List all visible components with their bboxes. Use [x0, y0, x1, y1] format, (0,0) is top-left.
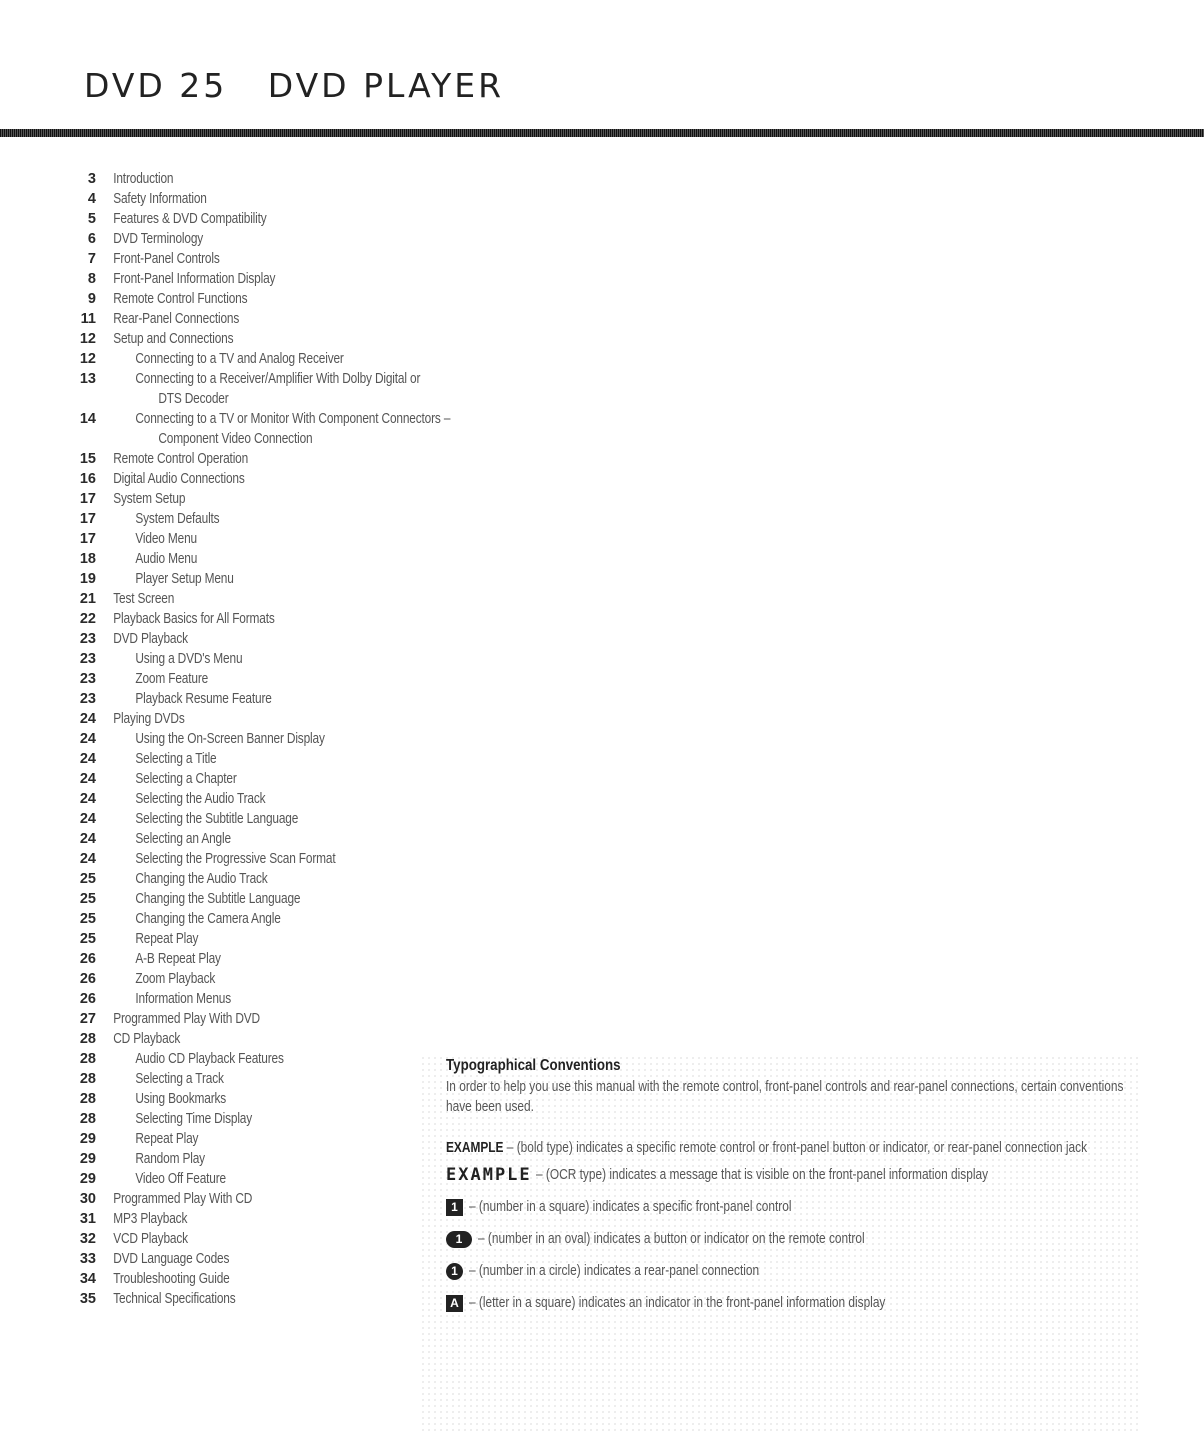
bold-description: – (bold type) indicates a specific remote control or front-panel button or indicator, or rear-panel connection jack [503, 1140, 1088, 1156]
toc-page-number: 32 [79, 1231, 96, 1247]
letter-description: – (letter in a square) indicates an indicator in the front-panel information display [469, 1295, 886, 1311]
toc-page-number: 17 [79, 531, 96, 547]
toc-label: Programmed Play With DVD [113, 1011, 260, 1027]
toc-entry [60, 569, 580, 589]
toc-entry [60, 529, 580, 549]
toc-entry [60, 689, 580, 709]
toc-label: Changing the Audio Track [135, 871, 268, 887]
toc-entry [60, 589, 580, 609]
toc-entry [60, 809, 580, 829]
toc-page-number: 26 [79, 951, 96, 967]
toc-label: Connecting to a TV or Monitor With Component Connectors – [135, 411, 451, 427]
toc-page-number: 25 [79, 931, 96, 947]
toc-label: Front-Panel Information Display [113, 271, 276, 287]
toc-label: Zoom Playback [135, 971, 216, 987]
toc-label: Connecting to a Receiver/Amplifier With Dolby Digital or [135, 371, 421, 387]
toc-entry [60, 1029, 580, 1049]
toc-label: MP3 Playback [113, 1211, 188, 1227]
toc-label: System Defaults [135, 511, 220, 527]
toc-entry [60, 869, 580, 889]
toc-label: Changing the Subtitle Language [135, 891, 301, 907]
toc-page-number [60, 389, 96, 409]
toc-label: Changing the Camera Angle [135, 911, 281, 927]
toc-label: VCD Playback [113, 1231, 188, 1247]
toc-entry [60, 169, 580, 189]
toc-entry [60, 449, 580, 469]
toc-label: Repeat Play [135, 931, 199, 947]
toc-label: A-B Repeat Play [135, 951, 221, 967]
convention-oval [446, 1229, 1136, 1249]
toc-label: Features & DVD Compatibility [113, 211, 267, 227]
conventions-title: Typographical Conventions [446, 1057, 621, 1074]
toc-page-number: 25 [79, 871, 96, 887]
toc-entry [60, 649, 580, 669]
toc-label: DVD Playback [113, 631, 188, 647]
page-title: DVD 25 DVD PLAYER [84, 66, 505, 105]
toc-page-number: 24 [79, 851, 96, 867]
toc-entry [60, 729, 580, 749]
toc-label: Remote Control Operation [113, 451, 249, 467]
toc-label: Troubleshooting Guide [113, 1271, 230, 1287]
toc-label: Playing DVDs [113, 711, 185, 727]
toc-label: CD Playback [113, 1031, 181, 1047]
toc-label: Playback Resume Feature [135, 691, 272, 707]
toc-entry [60, 389, 580, 409]
toc-label: Using a DVD's Menu [135, 651, 243, 667]
toc-label: Rear-Panel Connections [113, 311, 240, 327]
toc-entry [60, 509, 580, 529]
toc-page-number: 29 [79, 1151, 96, 1167]
toc-page-number: 14 [79, 411, 96, 427]
toc-page-number: 8 [87, 271, 96, 287]
toc-label: Introduction [113, 171, 174, 187]
toc-label: Remote Control Functions [113, 291, 248, 307]
toc-page-number: 24 [79, 771, 96, 787]
toc-page-number: 21 [79, 591, 96, 607]
toc-page-number: 25 [79, 891, 96, 907]
toc-page-number: 17 [79, 491, 96, 507]
toc-entry [60, 309, 580, 329]
toc-label: Front-Panel Controls [113, 251, 220, 267]
toc-page-number: 9 [87, 291, 96, 307]
toc-entry [60, 409, 580, 429]
toc-label: Using Bookmarks [135, 1091, 227, 1107]
toc-page-number: 6 [87, 231, 96, 247]
toc-page-number: 16 [79, 471, 96, 487]
toc-page-number: 34 [79, 1271, 96, 1287]
toc-label: Selecting a Track [135, 1071, 224, 1087]
toc-page-number: 24 [79, 751, 96, 767]
toc-label: Component Video Connection [158, 431, 313, 447]
toc-entry [60, 829, 580, 849]
toc-label: Repeat Play [135, 1131, 199, 1147]
toc-label: Player Setup Menu [135, 571, 234, 587]
toc-label: Zoom Feature [135, 671, 209, 687]
typographical-conventions-box [420, 1055, 1142, 1433]
toc-entry [60, 289, 580, 309]
toc-entry [60, 189, 580, 209]
header-rule [0, 129, 1204, 137]
toc-label: Digital Audio Connections [113, 471, 245, 487]
toc-label: Selecting Time Display [135, 1111, 253, 1127]
toc-page-number: 12 [79, 351, 96, 367]
toc-label: Video Off Feature [135, 1171, 226, 1187]
number-circle-icon: 1 [446, 1263, 463, 1280]
toc-label: Programmed Play With CD [113, 1191, 253, 1207]
toc-label: Information Menus [135, 991, 232, 1007]
toc-label: Using the On-Screen Banner Display [135, 731, 325, 747]
bold-example: EXAMPLE [446, 1140, 504, 1156]
toc-label: Audio CD Playback Features [135, 1051, 284, 1067]
toc-entry [60, 489, 580, 509]
toc-page-number: 28 [79, 1051, 96, 1067]
circle-description: – (number in a circle) indicates a rear-panel connection [469, 1263, 760, 1279]
toc-page-number: 35 [79, 1291, 96, 1307]
toc-entry [60, 329, 580, 349]
toc-entry [60, 249, 580, 269]
toc-page-number: 24 [79, 731, 96, 747]
toc-entry [60, 469, 580, 489]
toc-entry [60, 269, 580, 289]
toc-label: Selecting a Title [135, 751, 217, 767]
toc-label: Video Menu [135, 531, 197, 547]
toc-entry [60, 909, 580, 929]
toc-label: DVD Language Codes [113, 1251, 230, 1267]
toc-page-number: 27 [79, 1011, 96, 1027]
toc-label: Selecting the Subtitle Language [135, 811, 299, 827]
toc-label: Connecting to a TV and Analog Receiver [135, 351, 344, 367]
toc-entry [60, 969, 580, 989]
toc-page-number: 17 [79, 511, 96, 527]
toc-page-number: 3 [87, 171, 96, 187]
toc-entry [60, 1009, 580, 1029]
toc-label: Selecting an Angle [135, 831, 231, 847]
toc-page-number: 26 [79, 991, 96, 1007]
toc-entry [60, 929, 580, 949]
toc-page-number: 18 [79, 551, 96, 567]
toc-page-number: 33 [79, 1251, 96, 1267]
toc-page-number: 31 [79, 1211, 96, 1227]
conventions-intro: In order to help you use this manual with the remote control, front-panel controls and rear-panel connections, certain conventions have been used. [446, 1079, 1124, 1115]
toc-entry [60, 949, 580, 969]
toc-page-number: 19 [79, 571, 96, 587]
toc-label: DVD Terminology [113, 231, 204, 247]
toc-page-number [60, 429, 96, 449]
toc-page-number: 11 [80, 311, 96, 327]
toc-page-number: 22 [79, 611, 96, 627]
toc-page-number: 12 [79, 331, 96, 347]
toc-label: Test Screen [113, 591, 175, 607]
toc-page-number: 24 [79, 791, 96, 807]
toc-label: Random Play [135, 1151, 205, 1167]
convention-ocr [446, 1165, 1136, 1185]
toc-page-number: 24 [79, 831, 96, 847]
toc-page-number: 29 [79, 1131, 96, 1147]
toc-entry [60, 629, 580, 649]
toc-entry [60, 369, 580, 389]
toc-entry [60, 609, 580, 629]
toc-entry [60, 749, 580, 769]
toc-page-number: 7 [87, 251, 96, 267]
toc-page-number: 15 [79, 451, 96, 467]
toc-label: Setup and Connections [113, 331, 234, 347]
toc-entry [60, 349, 580, 369]
number-square-icon: 1 [446, 1199, 463, 1216]
toc-page-number: 4 [87, 191, 96, 207]
toc-page-number: 5 [87, 211, 96, 227]
number-oval-icon: 1 [446, 1231, 472, 1248]
toc-label: Selecting the Audio Track [135, 791, 266, 807]
toc-entry [60, 849, 580, 869]
toc-page-number: 23 [79, 671, 96, 687]
convention-square [446, 1197, 1136, 1217]
toc-page-number: 24 [79, 711, 96, 727]
letter-square-icon: A [446, 1295, 463, 1312]
oval-description: – (number in an oval) indicates a button or indicator on the remote control [478, 1231, 865, 1247]
toc-entry [60, 989, 580, 1009]
toc-label: Playback Basics for All Formats [113, 611, 275, 627]
toc-page-number: 23 [79, 651, 96, 667]
toc-label: Audio Menu [135, 551, 198, 567]
toc-page-number: 28 [79, 1071, 96, 1087]
toc-entry [60, 669, 580, 689]
toc-entry [60, 549, 580, 569]
toc-entry [60, 889, 580, 909]
toc-entry [60, 429, 580, 449]
toc-page-number: 23 [79, 691, 96, 707]
toc-page-number: 28 [79, 1031, 96, 1047]
square-description: – (number in a square) indicates a specific front-panel control [469, 1199, 792, 1215]
toc-label: Technical Specifications [113, 1291, 236, 1307]
toc-page-number: 28 [79, 1111, 96, 1127]
convention-circle [446, 1261, 1136, 1281]
toc-page-number: 30 [79, 1191, 96, 1207]
ocr-description: – (OCR type) indicates a message that is visible on the front-panel information display [535, 1167, 988, 1183]
toc-label: Safety Information [113, 191, 207, 207]
convention-bold [446, 1138, 1127, 1158]
toc-page-number: 25 [79, 911, 96, 927]
toc-entry [60, 209, 580, 229]
toc-page-number: 28 [79, 1091, 96, 1107]
toc-entry [60, 769, 580, 789]
toc-entry [60, 709, 580, 729]
toc-label: Selecting a Chapter [135, 771, 237, 787]
toc-page-number: 26 [79, 971, 96, 987]
toc-label: Selecting the Progressive Scan Format [135, 851, 336, 867]
convention-letter [446, 1293, 1136, 1313]
toc-entry [60, 789, 580, 809]
toc-label: System Setup [113, 491, 186, 507]
toc-page-number: 29 [79, 1171, 96, 1187]
ocr-example: EXAMPLE [446, 1165, 532, 1185]
toc-page-number: 13 [79, 371, 96, 387]
toc-page-number: 23 [79, 631, 96, 647]
toc-page-number: 24 [79, 811, 96, 827]
toc-entry [60, 229, 580, 249]
toc-label: DTS Decoder [158, 391, 229, 407]
